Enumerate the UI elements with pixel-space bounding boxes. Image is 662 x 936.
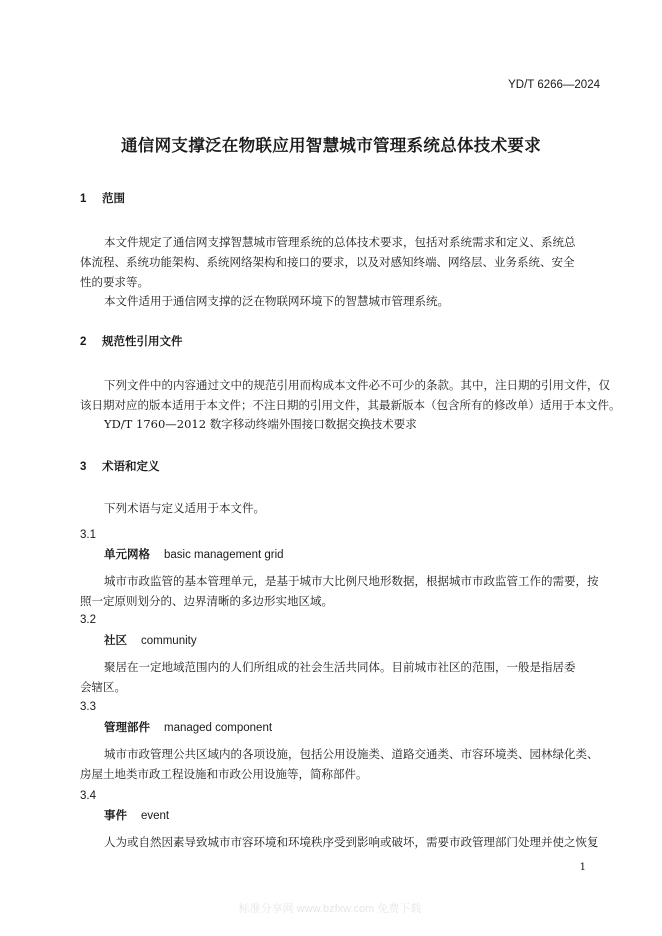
section-title: 术语和定义 bbox=[102, 461, 160, 473]
term-chinese: 管理部件 bbox=[104, 722, 150, 734]
term-heading bbox=[104, 807, 169, 823]
watermark: 标准分享网 www.bzfxw.com 免费下载 bbox=[238, 903, 422, 915]
term-definition-line: 城市市政管理公共区域内的各项设施，包括公用设施类、道路交通类、市容环境类、园林绿化类、 bbox=[104, 747, 599, 761]
paragraph-line: 该日期对应的版本适用于本文件；不注日期的引用文件，其最新版本（包含所有的修改单）适用于本文件。 bbox=[80, 398, 621, 412]
term-number: 3.4 bbox=[80, 790, 96, 802]
term-heading bbox=[104, 719, 272, 735]
term-english: basic management grid bbox=[164, 549, 284, 561]
term-english: managed component bbox=[164, 722, 273, 734]
term-chinese: 社区 bbox=[104, 635, 127, 647]
term-definition-line: 照一定原则划分的、边界清晰的多边形实地区域。 bbox=[80, 594, 333, 608]
section-3-heading bbox=[80, 458, 160, 474]
paragraph-line: 下列文件中的内容通过文中的规范引用而构成本文件必不可少的条款。其中，注日期的引用文件，仅 bbox=[104, 378, 610, 392]
page-number: 1 bbox=[579, 862, 586, 873]
paragraph-line: 性的要求等。 bbox=[80, 275, 149, 289]
term-number: 3.2 bbox=[80, 614, 96, 626]
term-heading bbox=[104, 632, 197, 648]
document-code: YD/T 6266—2024 bbox=[508, 79, 600, 91]
term-number: 3.1 bbox=[80, 529, 96, 541]
paragraph-line: 本文件适用于通信网支撑的泛在物联网环境下的智慧城市管理系统。 bbox=[104, 294, 449, 308]
section-number: 1 bbox=[80, 193, 87, 205]
term-heading bbox=[104, 546, 284, 562]
section-number: 2 bbox=[80, 336, 87, 348]
term-definition-line: 房屋土地类市政工程设施和市政公用设施等，简称部件。 bbox=[80, 767, 368, 781]
term-chinese: 事件 bbox=[104, 810, 127, 822]
term-chinese: 单元网格 bbox=[104, 549, 150, 561]
term-english: community bbox=[141, 635, 197, 647]
term-definition-line: 聚居在一定地域范围内的人们所组成的社会生活共同体。目前城市社区的范围，一般是指居委 bbox=[104, 660, 576, 674]
section-title: 规范性引用文件 bbox=[102, 336, 183, 348]
term-number: 3.3 bbox=[80, 701, 96, 713]
section-1-heading bbox=[80, 190, 125, 206]
term-definition-line: 人为或自然因素导致城市市容环境和环境秩序受到影响或破坏，需要市政管理部门处理并使之恢复 bbox=[104, 835, 599, 849]
normative-reference: YD/T 1760—2012 数字移动终端外围接口数据交换技术要求 bbox=[104, 417, 417, 431]
term-definition-line: 会辖区。 bbox=[80, 680, 126, 694]
section-2-heading bbox=[80, 333, 183, 349]
paragraph-line: 下列术语与定义适用于本文件。 bbox=[104, 501, 265, 515]
term-definition-line: 城市市政监管的基本管理单元，是基于城市大比例尺地形数据，根据城市市政监管工作的需要，按 bbox=[104, 574, 599, 588]
section-title: 范围 bbox=[102, 193, 125, 205]
term-english: event bbox=[141, 810, 170, 822]
paragraph-line: 体流程、系统功能架构、系统网络架构和接口的要求，以及对感知终端、网络层、业务系统、安全 bbox=[80, 255, 575, 269]
document-title: 通信网支撑泛在物联应用智慧城市管理系统总体技术要求 bbox=[121, 137, 541, 155]
section-number: 3 bbox=[80, 461, 87, 473]
paragraph-line: 本文件规定了通信网支撑智慧城市管理系统的总体技术要求，包括对系统需求和定义、系统总 bbox=[104, 235, 576, 249]
